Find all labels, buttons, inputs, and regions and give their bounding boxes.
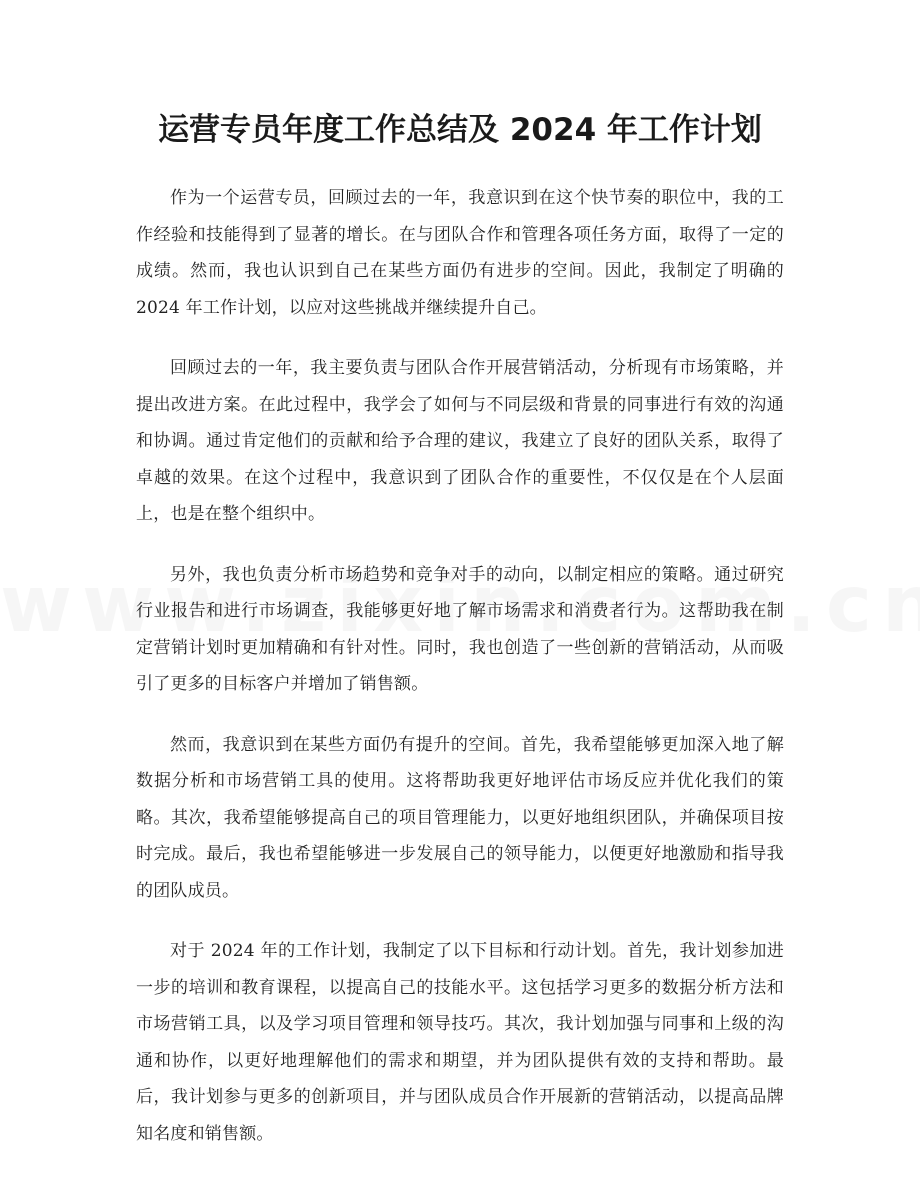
paragraph-1: 作为一个运营专员，回顾过去的一年，我意识到在这个快节奏的职位中，我的工作经验和技能得到了显著的增长。在与团队合作和管理各项任务方面，取得了一定的成绩。然而，我也认识到自己在某些方面仍有进步的空间。因此，我制定了明确的 2024 年工作计划，以应对这些挑战并继续提升自己。 — [136, 188, 784, 318]
paragraph-5: 对于 2024 年的工作计划，我制定了以下目标和行动计划。首先，我计划参加进一步的培训和教育课程，以提高自己的技能水平。这包括学习更多的数据分析方法和市场营销工具，以及学习项目管理和领导技巧。其次，我计划加强与同事和上级的沟通和协作，以更好地理解他们的需求和期望，并为团队提供有效的支持和帮助。最后，我计划参与更多的创新项目，并与团队成员合作开展新的营销活动，以提高品牌知名度和销售额。 — [136, 941, 784, 1144]
document-body — [136, 180, 784, 1176]
paragraph-3: 另外，我也负责分析市场趋势和竞争对手的动向，以制定相应的策略。通过研究行业报告和进行市场调查，我能够更好地了解市场需求和消费者行为。这帮助我在制定营销计划时更加精确和有针对性。同时，我也创造了一些创新的营销活动，从而吸引了更多的目标客户并增加了销售额。 — [136, 564, 784, 694]
paragraph-4: 然而，我意识到在某些方面仍有提升的空间。首先，我希望能够更加深入地了解数据分析和市场营销工具的使用。这将帮助我更好地评估市场反应并优化我们的策略。其次，我希望能够提高自己的项目管理能力，以更好地组织团队，并确保项目按时完成。最后，我也希望能够进一步发展自己的领导能力，以便更好地激励和指导我的团队成员。 — [136, 734, 784, 901]
document-title: 运营专员年度工作总结及 2024 年工作计划 — [158, 112, 762, 148]
paragraph-2: 回顾过去的一年，我主要负责与团队合作开展营销活动，分析现有市场策略，并提出改进方案。在此过程中，我学会了如何与不同层级和背景的同事进行有效的沟通和协调。通过肯定他们的贡献和给予合理的建议，我建立了良好的团队关系，取得了卓越的效果。在这个过程中，我意识到了团队合作的重要性，不仅仅是在个人层面上，也是在整个组织中。 — [136, 358, 784, 524]
